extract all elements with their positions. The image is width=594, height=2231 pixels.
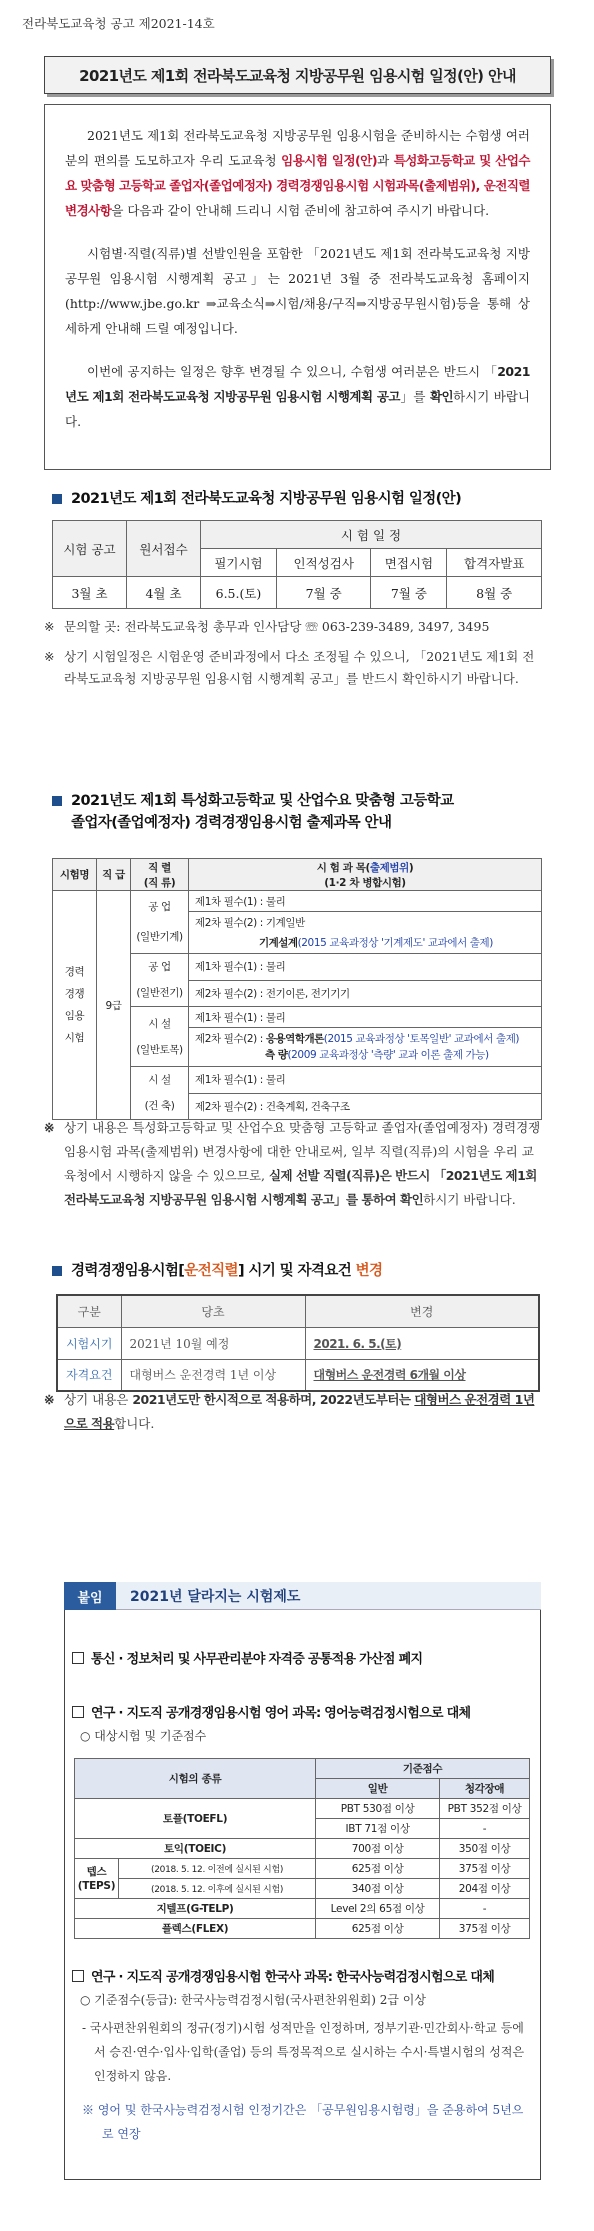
cell-qualify-label: 자격요건 [57,1359,121,1391]
subject-civil-prefix: 제2차 필수(2) : [195,1033,266,1045]
header-exam: 시험명 [53,859,97,891]
subject-row: 제1차 필수(1) : 물리 [189,891,542,912]
cell-toefl: 토플(TOEFL) [75,1799,316,1839]
intro-text: 이번에 공지하는 일정은 향후 변경될 수 있으니, 수험생 여러분은 반드시 「 [87,364,498,379]
cell-flex-hearing: 375점 이상 [440,1919,530,1939]
header-subjects [189,859,542,891]
page-title: 2021년도 제1회 전라북도교육청 지방공무원 임용시험 일정(안) 안내 [79,66,516,85]
subjects-note-a: 상기 내용은 특성화고등학교 및 산업수요 맞춤형 고등학교 졸업자(졸업예정자) 경력경쟁임용시험 과목(출제범위) 변경사항에 대한 안내로써, 일부 직렬(직류)의 시험을 우리 교육청에서 시행하지 않을 수 있으므로, [64,1120,541,1183]
square-bullet-icon [52,796,62,806]
driver-table [56,1294,540,1392]
square-bullet-icon [52,494,62,504]
appendix-item-history [72,1966,494,1985]
series-civil-a: 시 설 [148,1017,171,1030]
subjects-note-text [44,1116,544,1212]
appendix-item-english-text: 연구 · 지도직 공개경쟁임용시험 영어 과목: 영어능력검정시험으로 대체 [91,1706,471,1721]
subject-row [189,933,542,954]
cell-toefl-ibt-hearing: - [440,1819,530,1839]
driver-note [44,1388,544,1436]
subjects-note [44,1116,544,1212]
header-hearing: 청각장애 [440,1779,530,1799]
header-schedule: 시 험 일 정 [201,521,542,549]
subject-row [189,1028,542,1067]
cell-teps-after-general: 340점 이상 [316,1879,440,1899]
checkbox-icon [72,1970,84,1982]
section-subjects-title [71,790,454,834]
schedule-table [52,520,542,609]
contact-note [44,616,544,638]
cell-qualify-original: 대형버스 운전경력 1년 이상 [121,1359,305,1391]
appendix-header [64,1582,541,1610]
section-schedule-heading [52,488,461,510]
page-title-box [44,56,551,94]
cell-teps-before: (2018. 5. 12. 이전에 실시된 시험) [119,1859,316,1879]
subject-row: 제2차 필수(2) : 전기이론, 전기기기 [189,980,542,1007]
section-subjects-heading [52,790,542,834]
cell-period-original: 2021년 10월 예정 [121,1327,305,1359]
english-subheading: ○ 대상시험 및 기준점수 [80,1729,207,1743]
header-subjects-line2: (1·2 차 병합시험) [324,876,406,889]
subject-mechanics-range: (2015 교육과정상 '토목일반' 교과에서 출제) [323,1033,520,1045]
cell-apply: 4월 초 [127,577,201,609]
header-base-score: 기준점수 [316,1759,530,1779]
header-changed: 변경 [305,1295,539,1327]
appendix-item-bonus [72,1648,422,1667]
series-mech-a: 공 업 [148,901,171,913]
header-interview: 면접시험 [371,549,447,577]
intro-text: 2021년도 제1회 전라북도교육청 지방공무원 임용시험을 준비하시는 수험생 여러분의 편의를 도모하고자 우리 도교육청 [65,128,530,168]
driver-title-series: 운전직렬 [184,1263,238,1279]
cell-gtelp-general: Level 2의 65점 이상 [316,1899,440,1919]
cell-period-changed: 2021. 6. 5.(토) [305,1327,539,1359]
cell-toefl-pbt: PBT 530점 이상 [316,1799,440,1819]
cell-teps-before-general: 625점 이상 [316,1859,440,1879]
intro-text: 을 다음과 같이 안내해 드리니 시험 준비에 참고하여 주시기 바랍니다. [111,203,490,218]
subject-row: 제2차 필수(2) : 건축계획, 건축구조 [189,1093,542,1120]
header-series [131,859,189,891]
cell-series-arch [131,1067,189,1120]
header-series-line2: (직 류) [143,876,176,889]
cell-series-civil [131,1007,189,1067]
driver-title-c: ] 시기 및 자격요건 [237,1263,356,1279]
note-mark: ※ [44,1120,55,1135]
cell-flex-general: 625점 이상 [316,1919,440,1939]
subject-row: 제1차 필수(1) : 물리 [189,954,542,981]
contact-note-text: 문의할 곳: 전라북도교육청 총무과 인사담당 ☏ 063-239-3489, 3497, 3495 [64,619,490,634]
cell-toefl-ibt: IBT 71점 이상 [316,1819,440,1839]
appendix-tag: 붙임 [64,1582,116,1610]
header-original: 당초 [121,1295,305,1327]
cell-qualify-changed: 대형버스 운전경력 6개월 이상 [305,1359,539,1391]
appendix-title: 2021년 달라지는 시험제도 [130,1589,301,1605]
driver-note-d: 합니다. [114,1416,155,1431]
header-subjects-range: 출제범위 [369,861,409,874]
intro-box [44,104,551,470]
cell-exam-name: 경력 경쟁 임용 시험 [53,891,97,1120]
section-driver-title [71,1260,382,1282]
intro-text: 과 [377,153,394,168]
cell-notice: 3월 초 [53,577,127,609]
subjects-note-bold: 실제 선발 직렬(직류)은 반드시 「2021년도 제1회 전라북도교육청 지방공무원 임용시험 시행계획 공고」를 통하여 확인 [64,1168,537,1207]
section-driver-heading [52,1260,382,1282]
subjects-note-c: 하시기 바랍니다. [423,1192,516,1207]
header-written: 필기시험 [201,549,277,577]
header-test-type: 시험의 종류 [75,1759,316,1799]
appendix-item-bonus-text: 통신 · 정보처리 및 사무관리분야 자격증 공통적용 가산점 폐지 [91,1652,423,1667]
subject-mech-design: 기계설계 [259,937,298,950]
series-elec-a: 공 업 [148,961,171,973]
appendix-item-english [72,1702,470,1721]
cell-toeic-hearing: 350점 이상 [440,1839,530,1859]
driver-note-bold: 2021년도만 한시적으로 적용하며, 2022년도부터는 [132,1392,415,1407]
subject-row: 제2차 필수(2) : 기계일반 [189,912,542,933]
subject-row: 제1차 필수(1) : 물리 [189,1007,542,1028]
subject-row: 제1차 필수(1) : 물리 [189,1067,542,1094]
cell-teps-before-hearing: 375점 이상 [440,1859,530,1879]
intro-paragraph-3 [65,359,530,434]
series-arch-a: 시 설 [148,1074,171,1086]
cell-flex: 플렉스(FLEX) [75,1919,316,1939]
intro-paragraph-2: 시험별·직렬(직류)별 선발인원을 포함한 「2021년도 제1회 전라북도교육청 지방공무원 임용시험 시행계획 공고」는 2021년 3월 중 전라북도교육청 홈페이지(http://www.jbe.go.kr ⇒교육소식⇒시험/채용/구직⇒지방공무원시험)등을 통해 상세하게 안내해 드릴 예정입니다. [65,246,530,336]
notice-number: 전라북도교육청 공고 제2021-14호 [22,16,215,31]
subject-survey: 측 량 [265,1049,288,1061]
driver-title-a: 경력경쟁임용시험[ [71,1263,185,1279]
header-subjects-c: ) [408,861,414,874]
header-personality: 인적성검사 [276,549,371,577]
english-score-table [74,1758,530,1939]
section-subjects-title-line2: 졸업자(졸업예정자) 경력경쟁임용시험 출제과목 안내 [71,815,392,831]
header-subjects-a: 시 험 과 목( [316,861,370,874]
cell-gtelp: 지텔프(G-TELP) [75,1899,316,1919]
cell-toeic-general: 700점 이상 [316,1839,440,1859]
cell-series-elec [131,954,189,1007]
cell-interview: 7월 중 [371,577,447,609]
intro-highlight-schedule: 임용시험 일정(안) [281,153,378,168]
cell-series-mech [131,891,189,954]
series-civil-b: (일반토목) [136,1043,183,1056]
checkbox-icon [72,1652,84,1664]
series-mech-b: (일반기계) [136,931,183,943]
section-subjects-title-line1: 2021년도 제1회 특성화고등학교 및 산업수요 맞춤형 고등학교 [71,793,454,809]
header-apply: 원서접수 [127,521,201,577]
intro-highlight-plan: 2021년도 제1회 전라북도교육청 지방공무원 임용시험 시행계획 공고 [65,364,530,404]
header-general: 일반 [316,1779,440,1799]
cell-personality: 7월 중 [276,577,371,609]
note-mark: ※ [44,619,55,634]
cell-teps: 텝스 (TEPS) [75,1859,119,1899]
cell-period-label: 시험시기 [57,1327,121,1359]
driver-note-a: 상기 내용은 [64,1392,133,1407]
series-elec-b: (일반전기) [136,987,183,999]
cell-written: 6.5.(토) [201,577,277,609]
note-mark: ※ [44,649,55,664]
cell-gtelp-hearing: - [440,1899,530,1919]
subjects-table [52,858,542,1120]
intro-highlight-confirm: 확인 [429,389,454,404]
header-notice: 시험 공고 [53,521,127,577]
intro-text: 」를 [400,389,430,404]
subject-mech-design-range: (2015 교육과정상 '기계제도' 교과에서 출제) [297,937,493,950]
cell-teps-after: (2018. 5. 12. 이후에 실시된 시험) [119,1879,316,1899]
driver-title-change: 변경 [355,1263,383,1279]
intro-paragraph-1 [65,123,530,223]
cell-toeic: 토익(TOEIC) [75,1839,316,1859]
section-schedule-title: 2021년도 제1회 전라북도교육청 지방공무원 임용시험 일정(안) [71,491,462,507]
subject-survey-range: (2009 교육과정상 '측량' 교과 이론 출제 가능) [287,1049,489,1061]
history-detail: - 국사편찬위원회의 정규(정기)시험 성적만을 인정하며, 정부기관·민간회사·학교 등에서 승진·연수·입사·입학(졸업) 등의 특정목적으로 실시하는 수시·특별시험의 성적은 인정하지 않음. [82,2021,525,2083]
checkbox-icon [72,1706,84,1718]
intro-highlight-subjects: 특성화고등학교 및 산업수요 맞춤형 고등학교 졸업자(졸업예정자) 경력경쟁임용시험 시험과목(출제범위), 운전직렬 변경사항 [65,153,530,218]
appendix-item-history-text: 연구 · 지도직 공개경쟁임용시험 한국사 과목: 한국사능력검정시험으로 대체 [91,1970,495,1985]
driver-note-underline: 대형버스 운전경력 1년으로 적용 [64,1392,535,1431]
header-result: 합격자발표 [447,549,542,577]
header-series-line1: 직 렬 [148,861,171,874]
schedule-note [44,646,544,690]
header-category: 구분 [57,1295,121,1327]
square-bullet-icon [52,1266,62,1276]
intro-text: 하시기 바랍니다. [65,389,530,429]
note-mark: ※ [44,1392,55,1407]
schedule-note-text: 상기 시험일정은 시험운영 준비과정에서 다소 조정될 수 있으니, 「2021년도 제1회 전라북도교육청 지방공무원 임용시험 시행계획 공고」를 반드시 확인하시기 바랍니다. [64,649,535,686]
subject-mechanics: 응용역학개론 [265,1033,324,1045]
history-criteria: ○ 기준점수(등급): 한국사능력검정시험(국사편찬위원회) 2급 이상 [80,1993,426,2007]
cell-toefl-pbt-hearing: PBT 352점 이상 [440,1799,530,1819]
cell-grade: 9급 [97,891,131,1120]
series-arch-b: (건 축) [144,1100,175,1112]
history-period-note: ※ 영어 및 한국사능력검정시험 인정기간은 「공무원임용시험령」을 준용하여 5년으로 연장 [82,2103,524,2141]
header-grade: 직 급 [97,859,131,891]
driver-note-text [44,1388,544,1436]
cell-teps-after-hearing: 204점 이상 [440,1879,530,1899]
cell-result: 8월 중 [447,577,542,609]
